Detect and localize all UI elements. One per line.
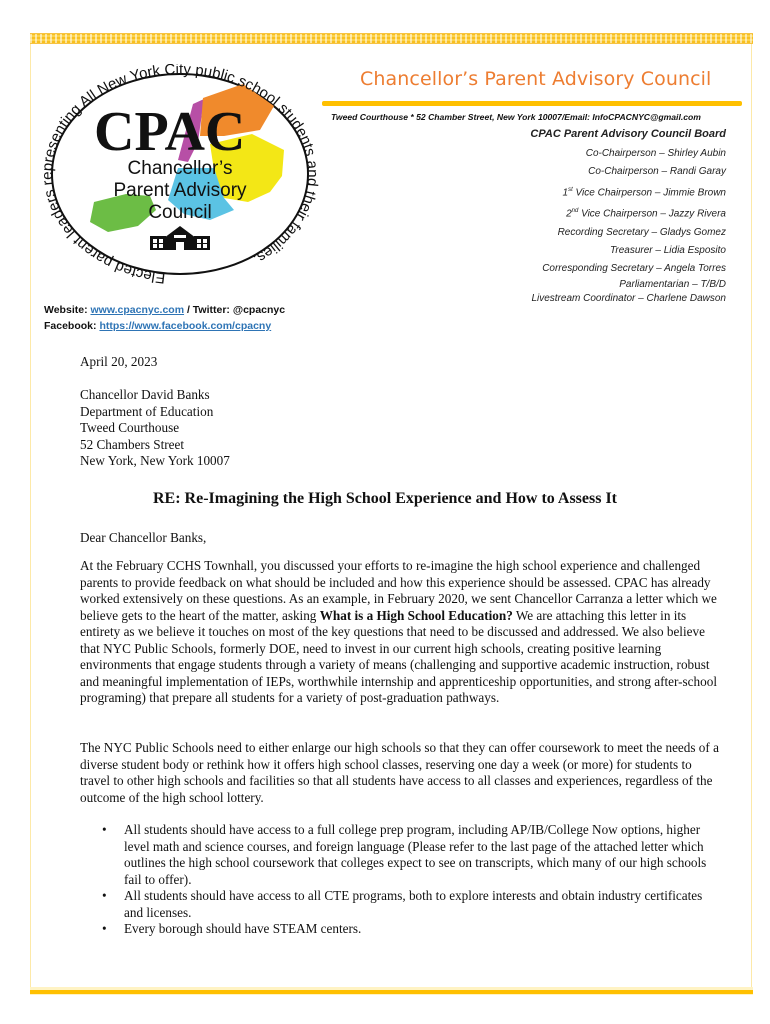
board-member: 1st Vice Chairperson – Jimmie Brown [562,187,726,199]
cpac-logo [38,64,322,284]
letter-date: April 20, 2023 [80,354,158,369]
board-member: Corresponding Secretary – Angela Torres [542,262,726,274]
list-item: • All students should have access to all CTE programs, both to explore interests and obtain industry certificates and licenses. [80,888,720,921]
recipient-line: Chancellor David Banks [80,387,210,402]
logo-line3: Council [148,202,212,223]
recipient-address [80,387,230,470]
board-member: Parliamentarian – T/B/D [619,278,726,290]
header-rule [322,101,742,106]
website-label: Website: [44,304,91,316]
board-member: Livestream Coordinator – Charlene Dawson [531,292,726,304]
board-title: CPAC Parent Advisory Council Board [530,128,726,140]
board-member: Recording Secretary – Gladys Gomez [557,226,726,238]
organization-title: Chancellor’s Parent Advisory Council [360,68,712,90]
board-member: 2nd Vice Chairperson – Jazzy Rivera [566,208,726,220]
logo-ring-text: Elected parent leaders representing All New York City public school students and their families. [38,64,322,284]
paragraph-2: The NYC Public Schools need to either enlarge our high schools so that they can offer coursework to meet the needs of a diverse student body or rethink how it offers high school classes, reserving one day a week (or more) for students to travel to other high schools and facilities so that all students have access to all classes and experiences, regardless of the outcome of the high school lottery. [80,740,719,805]
board-member: Co-Chairperson – Shirley Aubin [585,148,726,159]
logo-line1: Chancellor’s [127,158,233,179]
salutation: Dear Chancellor Banks, [80,530,207,545]
facebook-label: Facebook: [44,320,100,332]
website-link[interactable]: www.cpacnyc.com [90,304,185,316]
twitter-handle: / Twitter: @cpacnyc [184,304,286,316]
subject-line: RE: Re-Imagining the High School Experience and How to Assess It [152,490,618,507]
decorative-top-border [30,33,753,44]
board-list [530,128,726,306]
list-item: • All students should have access to a full college prep program, including AP/IB/College Now options, higher level math and science courses, and foreign language (Please refer to the last page of the attached letter which outlines the high school coursework that colleges expect to see on transcripts, which many of our high schools fail to offer). [80,822,720,888]
recommendation-list [80,822,720,938]
address-line: Tweed Courthouse * 52 Chamber Street, New York 10007/Email: InfoCPACNYC@gmail.com [331,112,701,122]
logo-line2: Parent Advisory [113,180,247,201]
recipient-line: Department of Education [80,403,214,419]
recipient-line: 52 Chambers Street [80,436,185,452]
decorative-bottom-border [30,987,753,995]
recipient-line: Tweed Courthouse [80,420,180,435]
contact-links [44,302,285,334]
paragraph-1: At the February CCHS Townhall, you discussed your efforts to re-imagine the high school experience and challenged parents to provide feedback on what should be included and how this experience should be assessed. CPAC has already worked extensively on these questions. As an example, in February 2020, we sent Chancellor Carranza a letter which we believe gets to the heart of the matter, asking What is a High School Education? We are attaching this letter in its entirety as we believe it touches on most of the key questions that need to be discussed and addressed. We also believe that NYC Public Schools, formerly DOE, need to invest in our current high schools, creating positive learning environments that engage students through a variety of means (challenging and supportive academic instruction, robust and meaningful implementation of IEPs, worthwhile internship and apprenticeship opportunities, and strong after-school programing) that prepare all students for a variety of post-graduation pathways. [80,558,717,705]
emphasis-question: What is a High School Education? [319,607,513,623]
board-member: Co-Chairperson – Randi Garay [588,166,726,177]
facebook-link[interactable]: https://www.facebook.com/cpacny [99,320,272,332]
list-item: • Every borough should have STEAM centers. [80,921,720,938]
logo-acronym: CPAC [94,101,246,163]
board-member: Treasurer – Lidia Esposito [610,244,726,256]
recipient-line: New York, New York 10007 [80,453,230,468]
